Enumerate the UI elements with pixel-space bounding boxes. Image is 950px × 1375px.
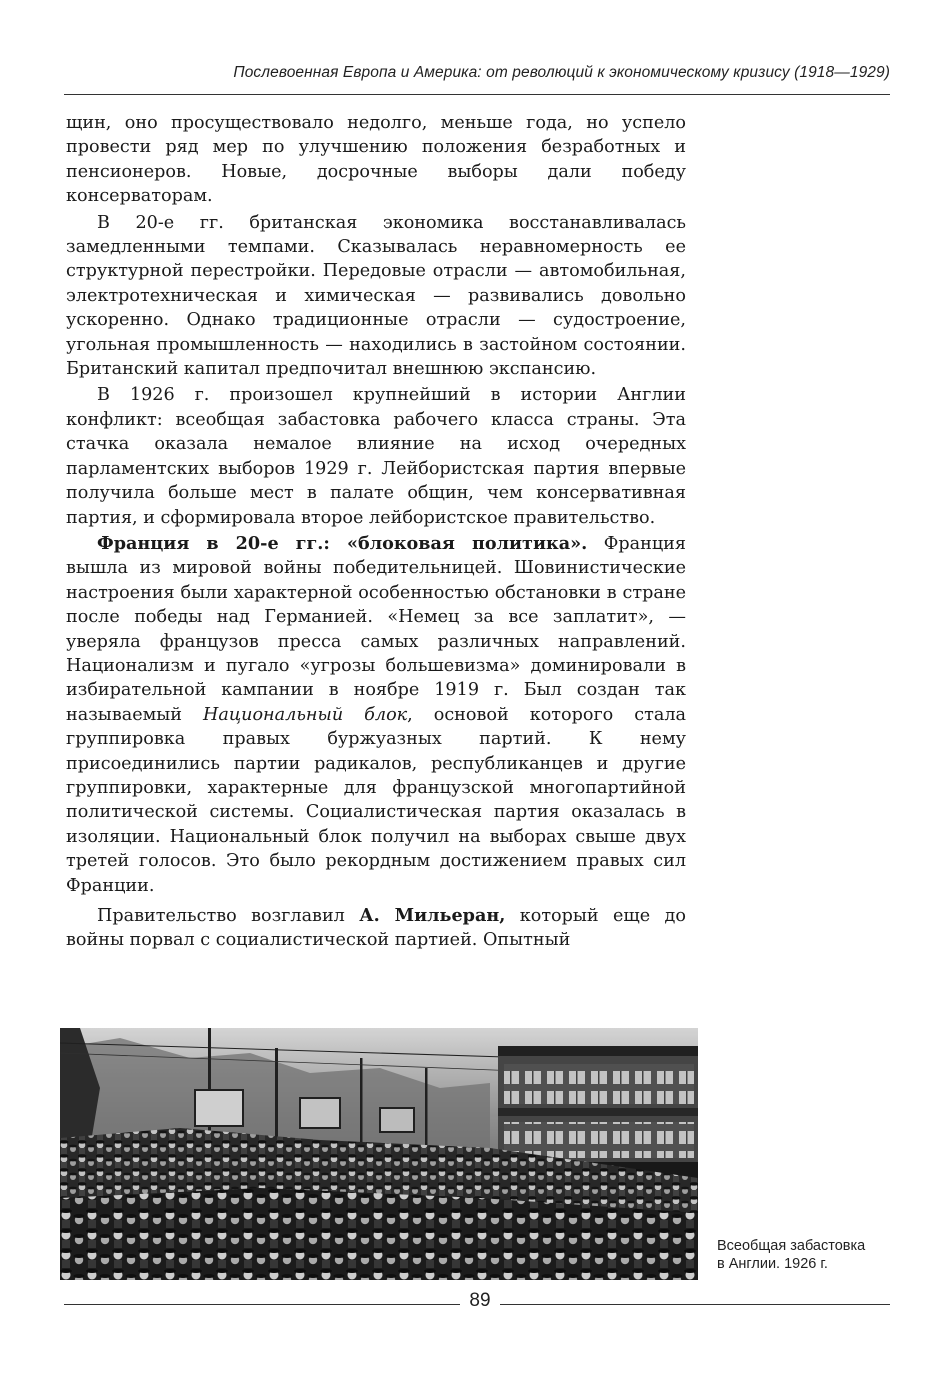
person-name-millerand: А. Мильеран, <box>359 905 506 926</box>
paragraph-4-text-b: , основой которого стала группировка правых буржуазных партий. К нему присоединились партии радикалов, республиканцев и другие группировки, характерные для французской многопартийной политической системы. Социалистическая партия оказалась в изоляции. Национальный блок получил на выборах свыше двух третей голосов. Это было рекордным достижением правых сил Франции. <box>66 704 686 896</box>
paragraph-4 <box>66 532 686 898</box>
page-number: 89 <box>469 1290 491 1311</box>
main-text <box>66 111 686 955</box>
running-header: Послевоенная Европа и Америка: от революций к экономическому кризису (1918—1929) <box>233 64 890 81</box>
section-heading-france: Франция в 20-е гг.: «блоковая политика». <box>97 532 588 554</box>
paragraph-1: щин, оно просуществовало недолго, меньше года, но успело провести ряд мер по улучшению положения безработных и пенсионеров. Новые, досрочные выборы дали победу консерваторам. <box>66 113 686 207</box>
paragraph-5-text-b: который еще до войны порвал с социалистической партией. Опытный <box>66 906 686 951</box>
photo-caption-line-1: Всеобщая забастовка <box>717 1238 866 1254</box>
footer-divider-left <box>64 1304 460 1305</box>
paragraph-5-text-a: Правительство возглавил <box>97 906 360 926</box>
paragraph-2: В 20-е гг. британская экономика восстанавливалась замедленными темпами. Сказывалась неравномерность ее структурной перестройки. Передовые отрасли — автомобильная, электротехническая и химическая — развивались довольно ускоренно. Однако традиционные отрасли — судостроение, угольная промышленность — находились в застойном состоянии. Британский капитал предпочитал внешнюю экспансию. <box>66 212 686 380</box>
header-divider <box>64 94 890 95</box>
paragraph-4-text-a: Франция вышла из мировой войны победительницей. Шовинистические настроения были характерной особенностью обстановки в стране после победы над Германией. «Немец за все заплатит», — уверяла французов пресса самых различных направлений. Национализм и пугало «угрозы большевизма» доминировали в избирательной кампании в ноябре 1919 г. Был создан так называемый <box>66 533 686 725</box>
paragraph-5 <box>66 904 686 953</box>
term-national-bloc: Национальный блок <box>203 704 408 725</box>
strike-photo-image <box>60 1028 698 1280</box>
paragraph-3: В 1926 г. произошел крупнейший в истории Англии конфликт: всеобщая забастовка рабочего класса страны. Эта стачка оказала немалое влияние на исход очередных парламентских выборов 1929 г. Лейбористская партия впервые получила больше мест в палате общин, чем консервативная партия, и сформировала второе лейбористское правительство. <box>66 385 686 528</box>
strike-photo <box>60 1028 698 1280</box>
photo-caption-line-2: в Англии. 1926 г. <box>717 1256 828 1272</box>
footer-divider-right <box>500 1304 890 1305</box>
photo-caption <box>717 1237 897 1273</box>
